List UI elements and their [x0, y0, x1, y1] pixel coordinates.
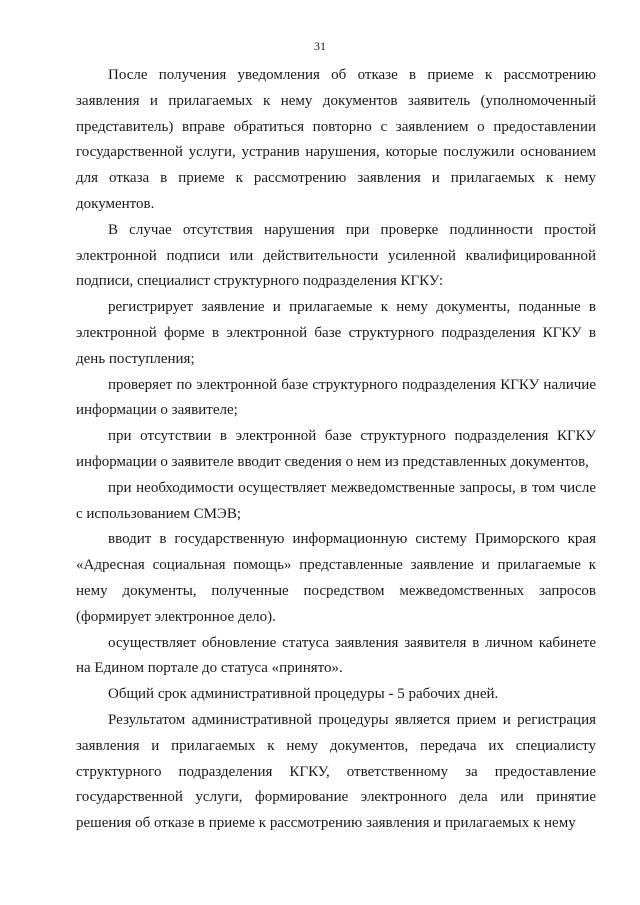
paragraph-procedure-term: Общий срок административной процедуры - 5 рабочих дней. — [108, 686, 499, 703]
paragraph-registers-application: регистрирует заявление и прилагаемые к нему документы, поданные в электронной форме в электронной базе структурного подразделения КГКУ в день поступления; — [76, 299, 596, 367]
paragraph-status-update: осуществляет обновление статуса заявления заявителя в личном кабинете на Едином портале до статуса «принято». — [76, 634, 596, 677]
paragraph-checks-database: проверяет по электронной базе структурного подразделения КГКУ наличие информации о заявителе; — [76, 376, 596, 419]
paragraph-refusal-resubmission: После получения уведомления об отказе в приеме к рассмотрению заявления и прилагаемых к нему документов заявитель (уполномоченный представитель) вправе обратиться повторно с заявлением о предоставлении государственной услуги, устранив нарушения, которые послужили основанием для отказа в приеме к рассмотрению заявления и прилагаемых к нему документов. — [76, 67, 596, 212]
paragraph-no-violation-intro: В случае отсутствия нарушения при проверке подлинности простой электронной подписи или действительности усиленной квалифицированной подписи, специалист структурного подразделения КГКУ: — [76, 221, 596, 290]
page-number: 31 — [314, 39, 326, 53]
paragraph-enters-applicant-info: при отсутствии в электронной базе структурного подразделения КГКУ информации о заявителе вводит сведения о нем из представленных документов, — [76, 428, 596, 470]
paragraph-enters-into-system: вводит в государственную информационную систему Приморского края «Адресная социальная помощь» представленные заявление и прилагаемые к нему документы, полученные посредством межведомственных запросов (формирует электронное дело). — [76, 531, 596, 625]
body-text — [76, 63, 596, 837]
paragraph-procedure-result: Результатом административной процедуры является прием и регистрация заявления и прилагаемых к нему документов, передача их специалисту структурного подразделения КГКУ, ответственному за предоставление государственной услуги, формирование электронного дела или принятие решения об отказе в приеме к рассмотрению заявления и прилагаемых к нему — [76, 711, 596, 832]
paragraph-interagency-requests: при необходимости осуществляет межведомственные запросы, в том числе с использованием СМЭВ; — [76, 479, 596, 522]
